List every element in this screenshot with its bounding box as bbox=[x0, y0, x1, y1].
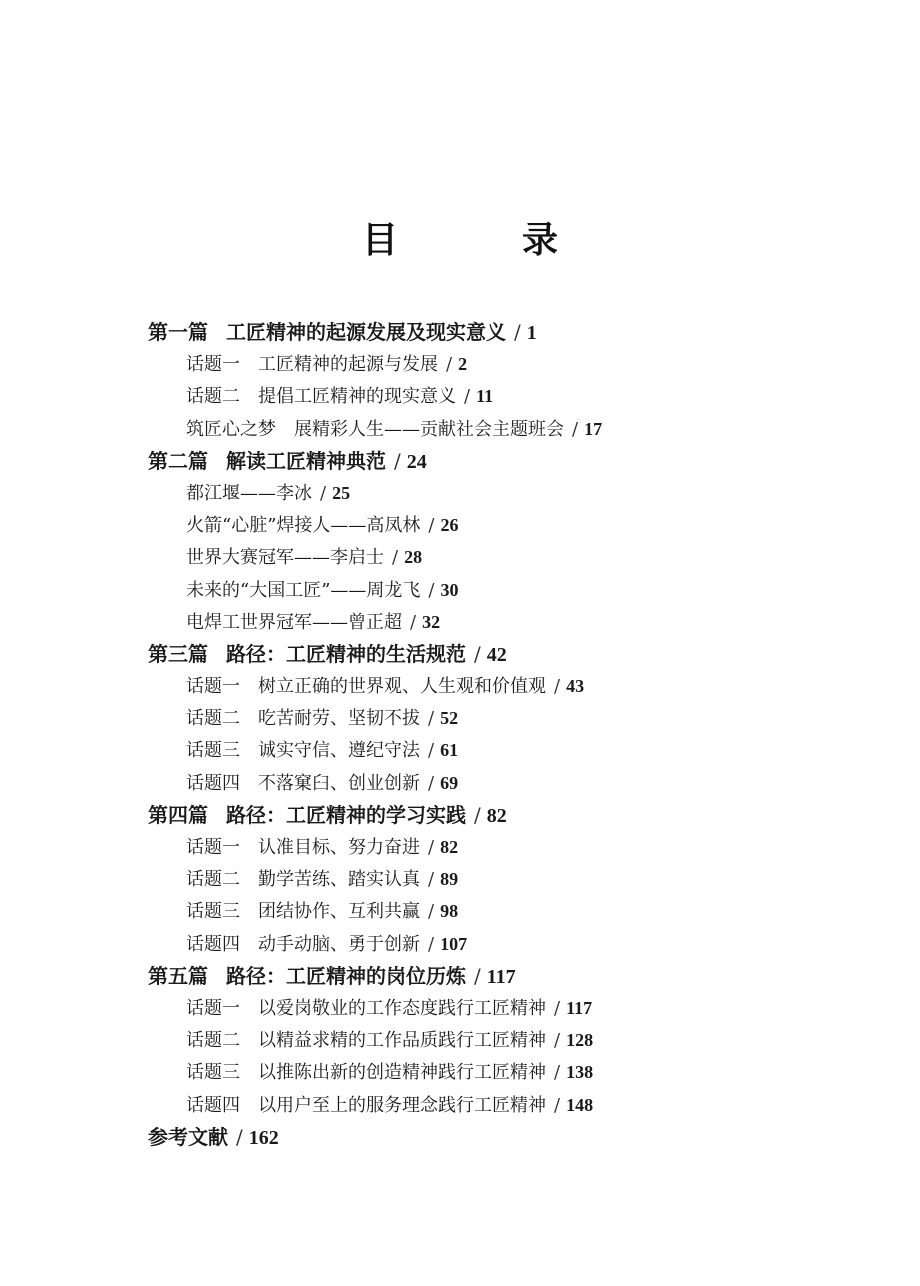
page-number: 82 bbox=[440, 837, 459, 857]
page-number: 43 bbox=[566, 676, 585, 697]
entry-heading: 提倡工匠精神的现实意义 bbox=[258, 386, 456, 408]
entry-heading: 诚实守信、遵纪守法 bbox=[258, 740, 420, 762]
entry-label: 筑匠心之梦 bbox=[186, 418, 276, 440]
entry-heading: 团结协作、互利共赢 bbox=[258, 901, 420, 923]
page-number: 117 bbox=[486, 965, 516, 988]
toc-part-entry[interactable] bbox=[148, 316, 848, 348]
entry-heading: 以爱岗敬业的工作态度践行工匠精神 bbox=[258, 997, 546, 1019]
entry-heading: 以推陈出新的创造精神践行工匠精神 bbox=[258, 1062, 546, 1084]
toc-topic-entry[interactable] bbox=[148, 1024, 848, 1056]
entry-heading: 工匠精神的起源发展及现实意义 bbox=[226, 320, 506, 344]
toc-topic-entry[interactable] bbox=[148, 767, 848, 799]
page-separator: / bbox=[554, 1030, 561, 1052]
entry-label: 话题四 bbox=[186, 1094, 240, 1116]
page-separator: / bbox=[428, 708, 435, 730]
toc-list bbox=[148, 316, 848, 1153]
page-number: 89 bbox=[440, 869, 459, 890]
entry-heading: 路径：工匠精神的学习实践 bbox=[226, 802, 466, 827]
page-number: 28 bbox=[404, 547, 423, 568]
entry-heading: 以精益求精的工作品质践行工匠精神 bbox=[258, 1030, 546, 1052]
toc-topic-entry[interactable] bbox=[148, 413, 848, 445]
toc-topic-entry[interactable] bbox=[148, 734, 848, 766]
entry-label: 话题二 bbox=[186, 869, 240, 891]
toc-topic-entry[interactable] bbox=[148, 1089, 848, 1121]
entry-heading: 动手动脑、勇于创新 bbox=[258, 933, 420, 955]
page-number: 24 bbox=[406, 450, 427, 473]
entry-heading: 以用户至上的服务理念践行工匠精神 bbox=[258, 1094, 546, 1116]
entry-label: 第一篇 bbox=[148, 320, 208, 344]
toc-topic-entry[interactable] bbox=[148, 702, 848, 734]
page-separator: / bbox=[428, 515, 435, 537]
toc-part-entry[interactable] bbox=[148, 799, 848, 831]
entry-heading: 认准目标、努力奋进 bbox=[258, 837, 420, 858]
entry-label: 第三篇 bbox=[148, 641, 208, 666]
page-separator: / bbox=[236, 1124, 243, 1149]
toc-topic-entry[interactable] bbox=[148, 348, 848, 380]
toc-topic-entry[interactable] bbox=[148, 380, 848, 412]
page-separator: / bbox=[554, 676, 561, 698]
entry-heading: 未来的“大国工匠”——周龙飞 bbox=[186, 579, 421, 601]
entry-heading: 展精彩人生——贡献社会主题班会 bbox=[294, 418, 564, 440]
entry-heading: 火箭“心脏”焊接人——高凤林 bbox=[186, 515, 421, 537]
toc-part-entry[interactable] bbox=[148, 638, 848, 670]
entry-heading: 电焊工世界冠军——曾正超 bbox=[186, 611, 402, 633]
page-separator: / bbox=[428, 772, 435, 794]
entry-heading: 树立正确的世界观、人生观和价值观 bbox=[258, 676, 546, 698]
entry-heading: 不落窠臼、创业创新 bbox=[258, 772, 420, 794]
page-number: 82 bbox=[486, 804, 507, 827]
page-number: 26 bbox=[440, 515, 459, 536]
entry-label: 第五篇 bbox=[148, 963, 208, 988]
entry-label: 话题三 bbox=[186, 901, 240, 923]
toc-topic-entry[interactable] bbox=[148, 541, 848, 573]
page-separator: / bbox=[410, 611, 417, 633]
toc-topic-entry[interactable] bbox=[148, 895, 848, 927]
entry-label: 话题四 bbox=[186, 933, 240, 955]
page-number: 2 bbox=[458, 354, 468, 375]
page-separator: / bbox=[428, 837, 435, 858]
entry-heading: 世界大赛冠军——李启士 bbox=[186, 547, 384, 569]
toc-topic-entry[interactable] bbox=[148, 863, 848, 895]
page-separator: / bbox=[428, 579, 435, 601]
page-separator: / bbox=[446, 354, 453, 376]
page-number: 1 bbox=[526, 322, 537, 344]
entry-heading: 路径：工匠精神的生活规范 bbox=[226, 641, 466, 666]
page-separator: / bbox=[474, 641, 481, 666]
toc-topic-entry[interactable] bbox=[148, 670, 848, 702]
entry-heading: 参考文献 bbox=[148, 1124, 228, 1149]
entry-heading: 勤学苦练、踏实认真 bbox=[258, 869, 420, 891]
entry-label: 话题四 bbox=[186, 772, 240, 794]
entry-label: 话题二 bbox=[186, 1030, 240, 1052]
page-number: 162 bbox=[248, 1126, 279, 1149]
page-number: 69 bbox=[440, 772, 459, 793]
page-number: 17 bbox=[584, 418, 603, 439]
page-separator: / bbox=[474, 963, 481, 988]
page-number: 148 bbox=[566, 1094, 594, 1115]
entry-label: 第二篇 bbox=[148, 448, 208, 473]
page-separator: / bbox=[554, 1094, 561, 1116]
page-separator: / bbox=[392, 547, 399, 569]
entry-label: 话题二 bbox=[186, 386, 240, 408]
toc-topic-entry[interactable] bbox=[148, 509, 848, 541]
toc-part-entry[interactable] bbox=[148, 1121, 848, 1153]
toc-topic-entry[interactable] bbox=[148, 1056, 848, 1088]
page-separator: / bbox=[428, 740, 435, 762]
page-separator: / bbox=[320, 482, 327, 504]
page-number: 117 bbox=[566, 997, 593, 1018]
page-number: 138 bbox=[566, 1062, 594, 1083]
entry-heading: 工匠精神的起源与发展 bbox=[258, 354, 438, 376]
toc-topic-entry[interactable] bbox=[148, 992, 848, 1024]
page-number: 30 bbox=[440, 579, 459, 600]
page-number: 42 bbox=[486, 643, 507, 666]
page-number: 61 bbox=[440, 740, 459, 761]
entry-label: 第四篇 bbox=[148, 802, 208, 827]
entry-label: 话题三 bbox=[186, 1062, 240, 1084]
page-number: 52 bbox=[440, 708, 459, 729]
page-separator: / bbox=[572, 418, 579, 440]
page-number: 32 bbox=[422, 611, 441, 632]
entry-label: 话题一 bbox=[186, 354, 240, 376]
entry-label: 话题一 bbox=[186, 676, 240, 698]
page-separator: / bbox=[428, 933, 435, 955]
toc-topic-entry[interactable] bbox=[148, 574, 848, 606]
toc-topic-entry[interactable] bbox=[148, 606, 848, 638]
page-number: 98 bbox=[440, 901, 459, 922]
page-title: 目 录 bbox=[361, 220, 602, 261]
page-number: 25 bbox=[332, 482, 351, 503]
page-separator: / bbox=[394, 448, 401, 473]
page-separator: / bbox=[554, 997, 561, 1019]
toc-topic-entry[interactable] bbox=[148, 477, 848, 509]
toc-part-entry[interactable] bbox=[148, 960, 848, 992]
entry-label: 话题一 bbox=[186, 837, 240, 858]
toc-part-entry[interactable] bbox=[148, 445, 848, 477]
entry-label: 话题三 bbox=[186, 740, 240, 762]
toc-topic-entry[interactable] bbox=[148, 928, 848, 960]
entry-heading: 路径：工匠精神的岗位历炼 bbox=[226, 963, 466, 988]
page-separator: / bbox=[428, 869, 435, 891]
page-number: 11 bbox=[476, 386, 494, 407]
entry-heading: 都江堰——李冰 bbox=[186, 482, 312, 504]
page-separator: / bbox=[428, 901, 435, 923]
page-separator: / bbox=[554, 1062, 561, 1084]
page-separator: / bbox=[464, 386, 471, 408]
entry-label: 话题一 bbox=[186, 997, 240, 1019]
entry-heading: 解读工匠精神典范 bbox=[226, 448, 386, 473]
page-number: 128 bbox=[566, 1030, 594, 1051]
toc-topic-entry[interactable] bbox=[148, 831, 848, 863]
entry-heading: 吃苦耐劳、坚韧不拔 bbox=[258, 708, 420, 730]
page-separator: / bbox=[474, 802, 481, 827]
page-number: 107 bbox=[440, 933, 468, 954]
page-separator: / bbox=[514, 320, 521, 344]
entry-label: 话题二 bbox=[186, 708, 240, 730]
